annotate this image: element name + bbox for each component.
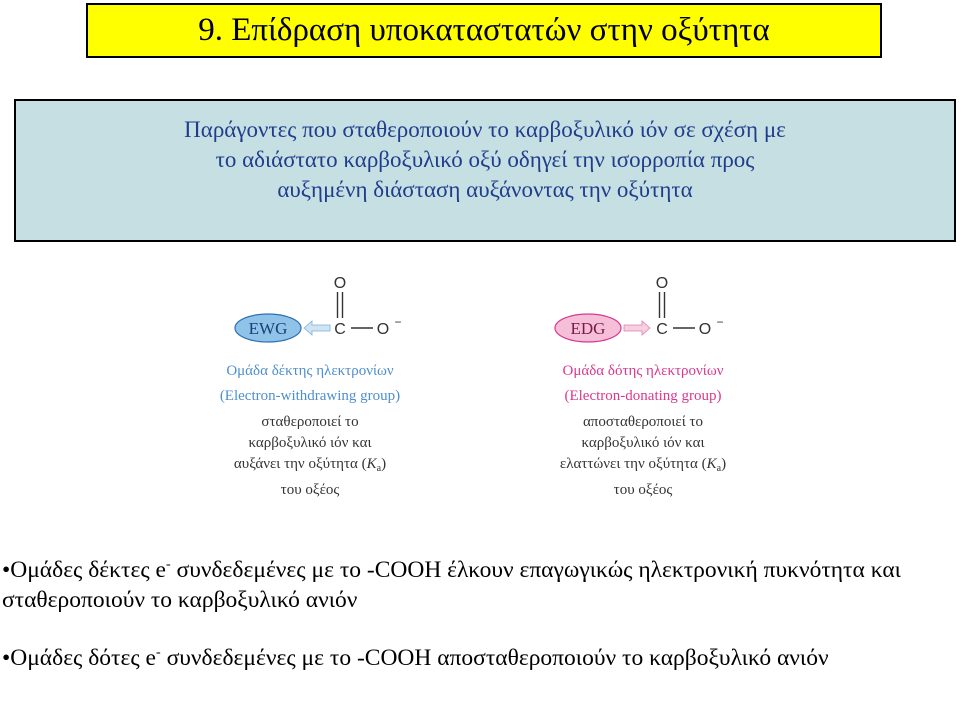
ewg-effect-line: καρβοξυλικό ιόν και	[248, 435, 372, 451]
edg-effect-line: καρβοξυλικό ιόν και	[581, 435, 705, 451]
arrow-icon	[304, 321, 330, 335]
bullet-marker: •	[2, 557, 11, 583]
bullet-text: συνδεδεμένες με το -COOH αποσταθεροποιούν το καρβοξυλικό ανιόν	[160, 645, 829, 671]
edg-effect-line	[560, 456, 726, 474]
ewg-effect-text: αυξάνει την οξύτητα (	[233, 456, 367, 472]
arrow-icon	[624, 321, 650, 335]
ewg-name-english: (Electron-withdrawing group)	[219, 388, 401, 404]
bullet-text: συνδεδεμένες με το -COOH έλκουν επαγωγικώς ηλεκτρονική πυκνότητα και σταθεροποιούν το καρβοξυλικό ανιόν	[2, 557, 901, 613]
slide-title: 9. Επίδραση υποκαταστατών στην οξύτητα	[86, 3, 882, 58]
ewg-atom-o-minus: O	[376, 321, 390, 338]
intro-line: το αδιάστατο καρβοξυλικό οξύ οδηγεί την ισορροπία προς	[215, 147, 755, 172]
intro-box	[14, 99, 956, 242]
edg-effect-text: ελαττώνει την οξύτητα (	[559, 456, 707, 472]
bullet-item	[0, 555, 960, 615]
ewg-effect-line	[234, 456, 386, 474]
bullet-item	[0, 643, 960, 673]
edg-atom-o-top: O	[655, 275, 669, 292]
ewg-name-greek: Ομάδα δέκτης ηλεκτρονίων	[226, 363, 394, 379]
bullet-list	[0, 555, 960, 673]
ka-subscript: a	[376, 463, 382, 474]
edg-atom-o-minus: O	[698, 321, 712, 338]
bullet-marker: •	[2, 645, 11, 671]
ewg-effect-close: )	[381, 456, 387, 472]
edg-effect-line: αποσταθεροποιεί το	[582, 414, 704, 430]
ewg-panel	[220, 275, 402, 498]
bullet-superscript: -	[156, 644, 161, 661]
substituent-figure	[180, 266, 780, 516]
edg-charge: −	[716, 315, 724, 329]
ewg-badge: EWG	[248, 319, 288, 338]
ewg-effect-line: του οξέος	[280, 482, 340, 498]
ka-subscript: a	[716, 463, 722, 474]
edg-badge: EDG	[570, 319, 606, 338]
bullet-text: Ομάδες δέκτες e	[10, 557, 166, 583]
ka-symbol: K	[366, 456, 377, 472]
edg-atom-c: C	[656, 321, 668, 338]
ka-symbol: K	[706, 456, 717, 472]
ewg-atom-o-top: O	[333, 275, 347, 292]
edg-name-english: (Electron-donating group)	[564, 388, 722, 404]
edg-effect-line: του οξέος	[613, 482, 673, 498]
intro-line: αυξημένη διάσταση αυξάνοντας την οξύτητα	[277, 177, 693, 202]
ewg-effect-line: σταθεροποιεί το	[261, 414, 359, 430]
edg-effect-close: )	[721, 456, 727, 472]
edg-panel	[555, 275, 726, 498]
ewg-charge: −	[394, 315, 402, 329]
ewg-atom-c: C	[334, 321, 346, 338]
bullet-text: Ομάδες δότες e	[10, 645, 156, 671]
bullet-superscript: -	[165, 556, 171, 573]
intro-line: Παράγοντες που σταθεροποιούν το καρβοξυλικό ιόν σε σχέση με	[184, 117, 786, 142]
edg-name-greek: Ομάδα δότης ηλεκτρονίων	[562, 363, 724, 379]
